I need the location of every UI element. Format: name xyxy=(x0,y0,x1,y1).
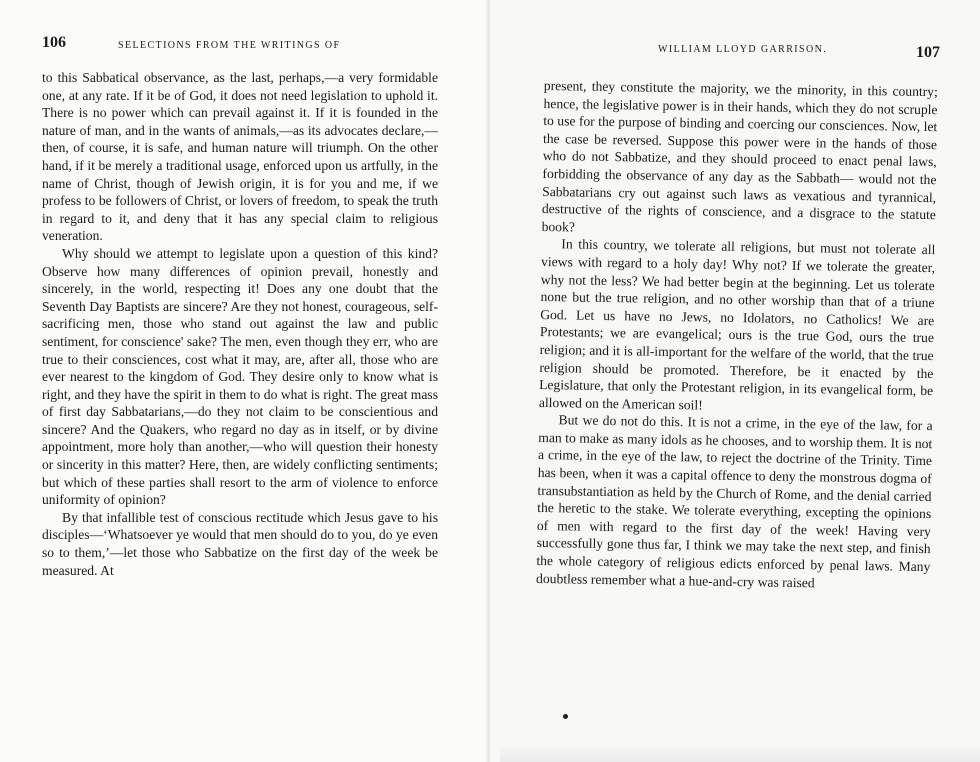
right-paragraph: In this country, we tolerate all religions, but must not tolerate all views with regard to a holy day! Why not? If we tolerate the greater, why not the less? We had better begin at the beginning. Let us tolerate none but the true religion, and no other worship than that of a triune God. Let us have no Jews, no Idolators, no Catholics! We are Protestants; we are evangelical; ours is the true God, ours the true religion; and it is all-important for the welfare of the world, that the true religion should be promoted. Therefore, be it enacted by the Legislature, that only the Protestant religion, in its evangelical form, be allowed on the American soil! xyxy=(538,236,936,413)
right-running-head: WILLIAM LLOYD GARRISON. xyxy=(658,44,828,55)
right-page-header xyxy=(540,32,940,61)
page-speck xyxy=(563,714,568,719)
left-page-number: 106 xyxy=(42,34,66,51)
left-paragraph: Why should we attempt to legislate upon a question of this kind? Observe how many differences of opinion prevail, honestly and sincerely, in the world, respecting it! Does any one doubt that the Seventh Day Baptists are sincere? Are they not honest, courageous, self-sacrificing men, those who stand out against the law and public sentiment, for conscience' sake? The men, even though they err, who are true to their consciences, cost what it may, are, after all, those who are ever nearest to the kingdom of God. They desire only to know what is right, and they have the spirit in them to do what is right. The great mass of first day Sabbatarians,—do they not claim to be conscientious and sincere? And the Quakers, who regard no day as in itself, or by divine appointment, more holy than another,—who will question their honesty or sincerity in this matter? Here, then, are widely conflicting sentiments; but which of these parties shall resort to the arm of violence to enforce uniformity of opinion? xyxy=(42,245,438,508)
right-paragraph: But we do not do this. It is not a crime, in the eye of the law, for a man to make as many idols as he chooses, and to worship them. It is not a crime, in the eye of the law, to reject the doctrine of the Trinity. Time has been, when it was a capital offence to deny the monstrous dogma of transubstantiation as held by the Church of Rome, and the denial carried the heretic to the stake. We tolerate everything, excepting the opinions of men with regard to the first day of the week! Having very successfully gone thus far, I think we may take the next step, and finish the whole category of religious edicts enforced by penal laws. Many doubtless remember what a hue-and-cry was raised xyxy=(536,412,933,590)
left-page-body xyxy=(42,69,438,579)
right-page-number: 107 xyxy=(916,44,940,61)
right-paragraph: present, they constitute the majority, we the minority, in this country; hence, the legislative power is in their hands, which they do not scruple to use for the purpose of binding and coercing our consciences. Now, let the case be reversed. Suppose this power were in the hands of those who do not Sabbatize, and they should proceed to enact penal laws, forbidding the observance of any day as the Sabbath— would not the Sabbatarians cry out against such laws as vexatious and tyrannical, destructive of the rights of conscience, and a disgrace to the statute book? xyxy=(541,77,938,235)
left-page-header xyxy=(42,32,452,54)
left-running-head: SELECTIONS FROM THE WRITINGS OF xyxy=(118,40,341,51)
left-paragraph: By that infallible test of conscious rectitude which Jesus gave to his disciples—‘Whatsoever ye would that men should do to you, do ye even so to them,’—let those who Sabbatize on the first day of the week be measured. At xyxy=(42,509,438,578)
page-bottom-shadow xyxy=(500,748,980,762)
left-paragraph: to this Sabbatical observance, as the last, perhaps,—a very formidable one, at any rate. If it be of God, it does not need legislation to uphold it. There is no power which can prevail against it. If it is founded in the nature of man, and in the wants of animals,—as its advocates declare,— then, of course, it is safe, and human nature will triumph. On the other hand, if it be merely a traditional usage, enforced upon us artfully, in the name of Christ, though of Jewish origin, it is for you and me, if we profess to be followers of Christ, or lovers of freedom, to speak the truth in regard to it, and deny that it has any special claim to religious veneration. xyxy=(42,70,438,244)
right-page-body xyxy=(536,77,938,593)
